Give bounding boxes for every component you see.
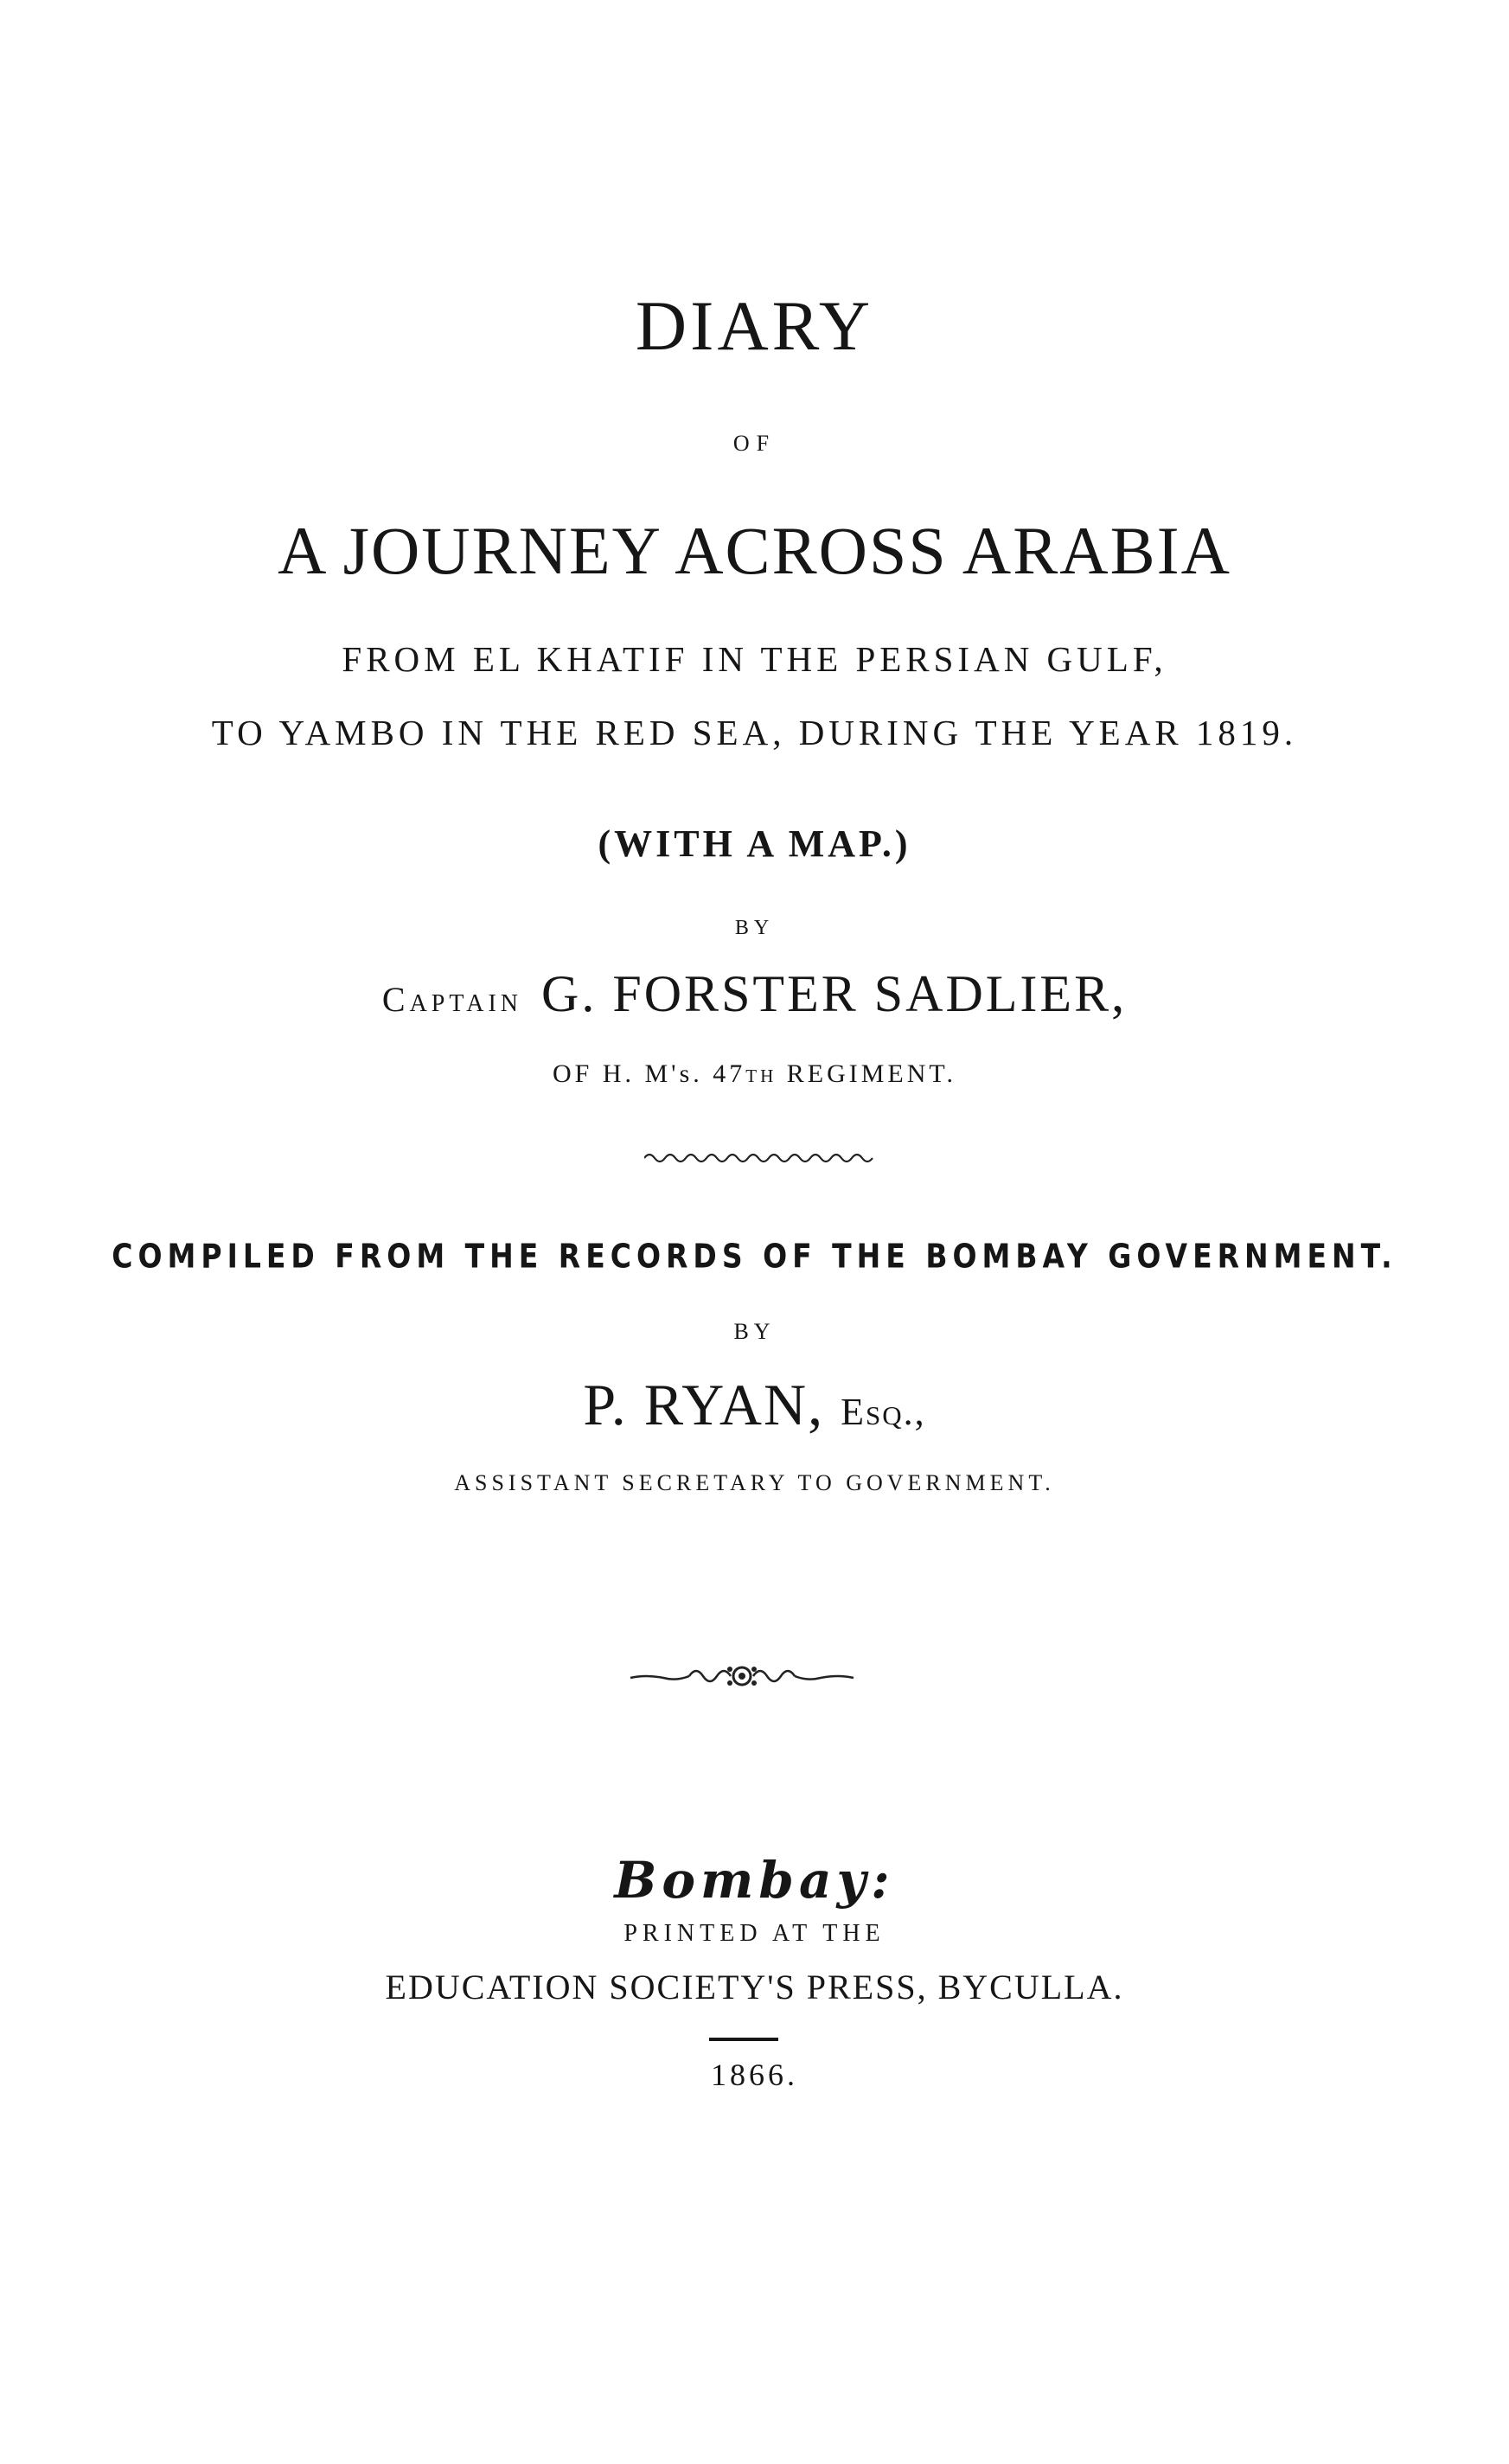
with-map-note: (WITH A MAP.) <box>598 822 911 865</box>
compiled-note: COMPILED FROM THE RECORDS OF THE BOMBAY GOVERNMENT. <box>112 1237 1397 1276</box>
printed-at-label: PRINTED AT THE <box>623 1920 886 1947</box>
divider-rule <box>709 2038 778 2041</box>
regiment-ordinal: TH <box>745 1066 777 1086</box>
route-line-1: FROM EL KHATIF IN THE PERSIAN GULF, <box>342 639 1167 679</box>
compiler-title: ASSISTANT SECRETARY TO GOVERNMENT. <box>454 1470 1055 1495</box>
title-connector: OF <box>732 431 777 456</box>
compiler-name: P. RYAN, <box>583 1372 841 1437</box>
book-title: DIARY <box>635 286 874 365</box>
author-regiment <box>0 1059 1509 1089</box>
regiment-suffix: REGIMENT. <box>777 1059 957 1088</box>
book-subtitle: A JOURNEY ACROSS ARABIA <box>278 513 1231 588</box>
author-name: G. FORSTER SADLIER, <box>541 965 1128 1022</box>
wavy-ornament-icon <box>644 1146 873 1170</box>
publication-year: 1866. <box>711 2058 798 2092</box>
by-author-label: BY <box>734 917 775 939</box>
author-rank: Captain <box>381 980 523 1019</box>
route-line-2: TO YAMBO IN THE RED SEA, DURING THE YEAR 1819. <box>211 713 1298 752</box>
regiment-prefix: OF H. M's. 47 <box>552 1059 746 1088</box>
by-compiler-label: BY <box>733 1319 776 1344</box>
printer-name: EDUCATION SOCIETY'S PRESS, BYCULLA. <box>385 1968 1124 2006</box>
author-line <box>0 964 1509 1024</box>
compiler-line <box>0 1371 1509 1439</box>
publication-place: Bombay: <box>614 1851 895 1910</box>
floral-ornament-icon <box>629 1659 855 1693</box>
compiler-suffix: Esq., <box>841 1391 926 1433</box>
